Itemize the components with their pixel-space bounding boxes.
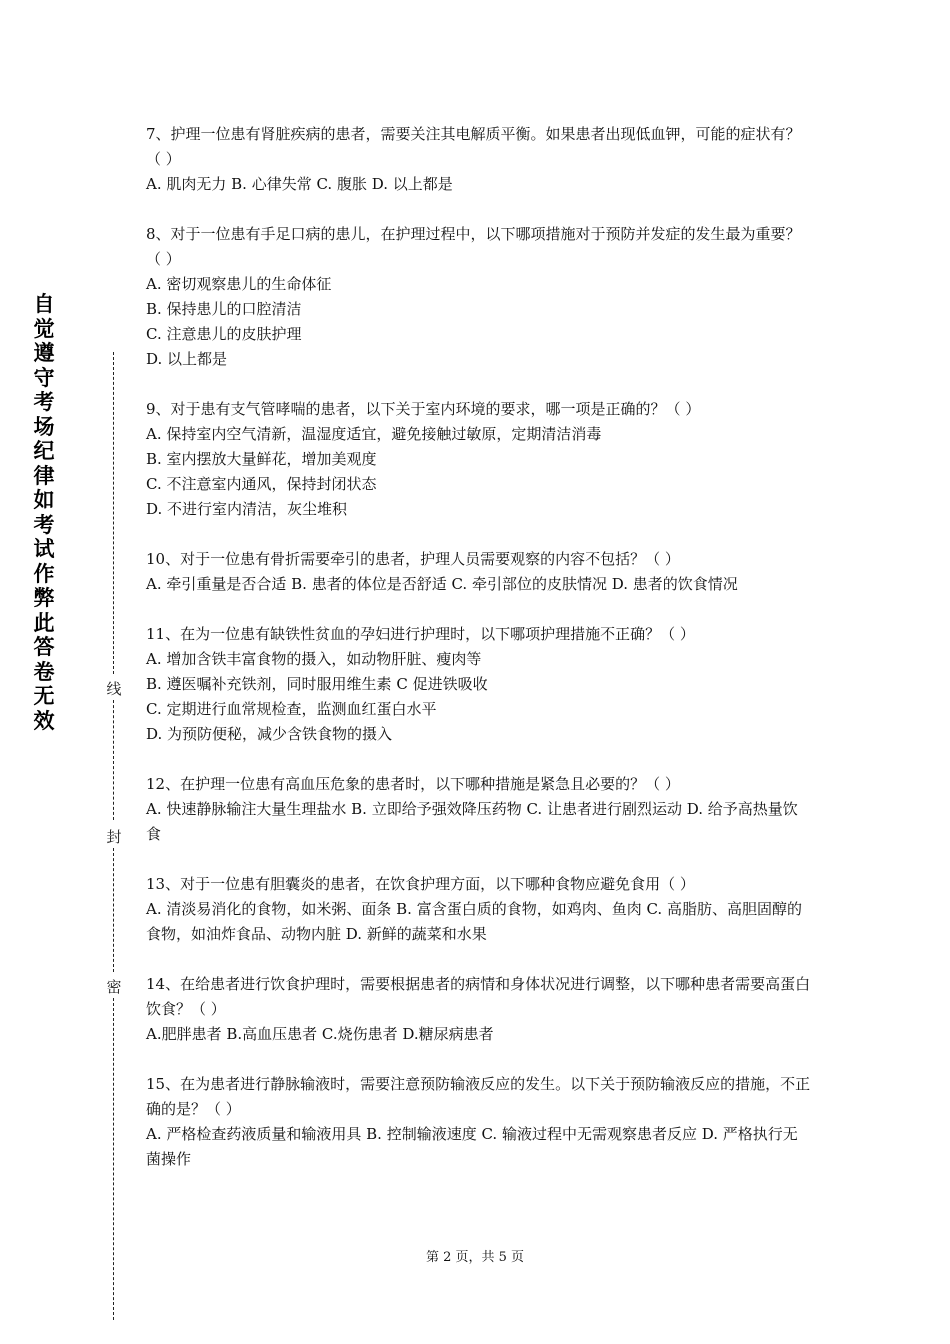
answer-options: A.肥胖患者 B.高血压患者 C.烧伤患者 D.糖尿病患者: [146, 1025, 494, 1043]
question-block: [146, 972, 812, 1047]
question-stem: 12、在护理一位患有高血压危象的患者时，以下哪种措施是紧急且必要的？（ ）: [146, 775, 680, 793]
answer-options: A. 肌肉无力 B. 心律失常 C. 腹胀 D. 以上都是: [146, 175, 453, 193]
binding-mark-secret: 密: [106, 978, 122, 996]
notice-char: 答: [33, 635, 55, 659]
binding-mark-seal: 封: [106, 828, 122, 846]
notice-char: 弊: [33, 586, 55, 610]
binding-mark-line: 线: [106, 680, 122, 698]
question-block: [146, 547, 812, 597]
page-footer: 第 2 页，共 5 页: [425, 1250, 525, 1265]
answer-options: A. 密切观察患儿的生命体征: [146, 275, 332, 293]
notice-char: 纪: [33, 439, 55, 463]
notice-char: 效: [33, 708, 55, 733]
notice-char: 无: [33, 684, 55, 708]
notice-char: 律: [33, 463, 55, 488]
notice-char: 自: [33, 292, 55, 316]
answer-options: D. 以上都是: [146, 350, 228, 368]
question-stem: 7、护理一位患有肾脏疾病的患者，需要关注其电解质平衡。如果患者出现低血钾，可能的症状有？（ ）: [146, 125, 801, 168]
question-stem: 8、对于一位患有手足口病的患儿，在护理过程中，以下哪项措施对于预防并发症的发生最为重要？（ ）: [146, 225, 801, 268]
binding-line: [104, 352, 124, 1320]
notice-char: 遵: [33, 341, 55, 365]
question-block: [146, 222, 812, 372]
notice-char: 卷: [33, 659, 55, 684]
question-stem: 11、在为一位患有缺铁性贫血的孕妇进行护理时，以下哪项护理措施不正确？（ ）: [146, 625, 695, 643]
notice-char: 考: [33, 390, 55, 414]
answer-options: B. 室内摆放大量鲜花，增加美观度: [146, 450, 377, 468]
question-block: [146, 622, 812, 747]
answer-options: A. 快速静脉输注大量生理盐水 B. 立即给予强效降压药物 C. 让患者进行剧烈运动 D. 给予高热量饮食: [146, 800, 798, 843]
answer-options: C. 注意患儿的皮肤护理: [146, 325, 302, 343]
question-stem: 14、在给患者进行饮食护理时，需要根据患者的病情和身体状况进行调整，以下哪种患者需要高蛋白饮食？（ ）: [146, 975, 811, 1018]
notice-char: 考: [33, 512, 55, 537]
notice-char: 此: [33, 610, 55, 635]
notice-char: 试: [33, 537, 55, 561]
question-stem: 15、在为患者进行静脉输液时，需要注意预防输液反应的发生。以下关于预防输液反应的措施，不正确的是？（ ）: [146, 1075, 811, 1118]
exam-discipline-notice: [30, 292, 58, 733]
answer-options: D. 为预防便秘，减少含铁食物的摄入: [146, 725, 393, 743]
question-list: [146, 122, 812, 1197]
answer-options: B. 保持患儿的口腔清洁: [146, 300, 302, 318]
answer-options: A. 牵引重量是否合适 B. 患者的体位是否舒适 C. 牵引部位的皮肤情况 D. 患者的饮食情况: [146, 575, 738, 593]
notice-char: 觉: [33, 316, 55, 341]
question-stem: 9、对于患有支气管哮喘的患者，以下关于室内环境的要求，哪一项是正确的？（ ）: [146, 400, 701, 418]
answer-options: C. 定期进行血常规检查，监测血红蛋白水平: [146, 700, 437, 718]
notice-char: 如: [33, 488, 55, 512]
question-block: [146, 397, 812, 522]
question-block: [146, 122, 812, 197]
answer-options: D. 不进行室内清洁，灰尘堆积: [146, 500, 348, 518]
answer-options: A. 保持室内空气清新，温湿度适宜，避免接触过敏原，定期清洁消毒: [146, 425, 602, 443]
question-block: [146, 872, 812, 947]
question-stem: 13、对于一位患有胆囊炎的患者，在饮食护理方面，以下哪种食物应避免食用（ ）: [146, 875, 695, 893]
notice-char: 场: [33, 414, 55, 439]
question-block: [146, 772, 812, 847]
answer-options: C. 不注意室内通风，保持封闭状态: [146, 475, 377, 493]
answer-options: A. 增加含铁丰富食物的摄入，如动物肝脏、瘦肉等: [146, 650, 482, 668]
notice-char: 作: [33, 561, 55, 586]
answer-options: B. 遵医嘱补充铁剂，同时服用维生素 C 促进铁吸收: [146, 675, 488, 693]
answer-options: A. 清淡易消化的食物，如米粥、面条 B. 富含蛋白质的食物，如鸡肉、鱼肉 C. 高脂肪、高胆固醇的食物，如油炸食品、动物内脏 D. 新鲜的蔬菜和水果: [146, 900, 802, 943]
answer-options: A. 严格检查药液质量和输液用具 B. 控制输液速度 C. 输液过程中无需观察患者反应 D. 严格执行无菌操作: [146, 1125, 798, 1168]
question-stem: 10、对于一位患有骨折需要牵引的患者，护理人员需要观察的内容不包括？（ ）: [146, 550, 680, 568]
question-block: [146, 1072, 812, 1172]
notice-char: 守: [33, 365, 55, 390]
